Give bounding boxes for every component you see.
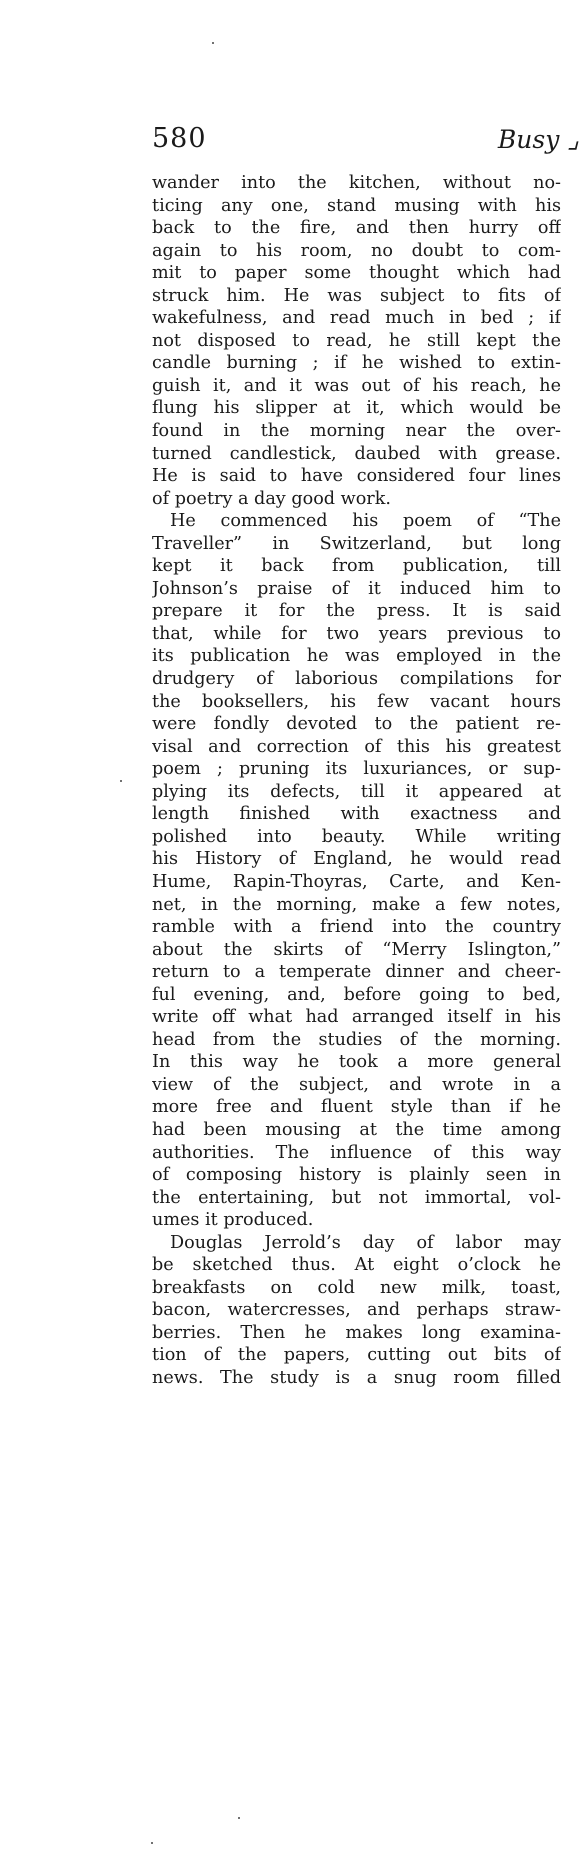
text-line: guish it, and it was out of his reach, he: [152, 375, 561, 396]
body-text: [152, 172, 561, 1390]
paragraph-end-line: of poetry a day good work.: [152, 488, 391, 509]
text-line: Johnson’s praise of it induced him to: [152, 578, 561, 599]
text-line: net, in the morning, make a few notes,: [152, 894, 561, 915]
text-line: wander into the kitchen, without no-: [152, 173, 561, 193]
text-line: He is said to have considered four lines: [152, 466, 561, 487]
text-line: drudgery of laborious compilations for: [152, 669, 561, 690]
text-line: had been mousing at the time among: [152, 1119, 561, 1140]
paper-speck: [151, 1842, 153, 1844]
text-line: poem ; pruning its luxuriances, or sup-: [152, 759, 561, 780]
text-line: flung his slipper at it, which would be: [152, 398, 561, 419]
text-line: found in the morning near the over-: [152, 421, 561, 442]
text-line: breakfasts on cold new milk, toast,: [152, 1277, 561, 1298]
text-line: tion of the papers, cutting out bits of: [152, 1345, 561, 1366]
text-line: not disposed to read, he still kept the: [152, 330, 561, 351]
text-line: authorities. The influence of this way: [152, 1142, 561, 1163]
paragraph-start-line: Douglas Jerrold’s day of labor may: [170, 1232, 561, 1253]
text-line: kept it back from publication, till: [152, 556, 561, 577]
page-number: 580: [152, 123, 207, 154]
paragraph-end-line: umes it produced.: [152, 1210, 314, 1231]
text-line: its publication he was employed in the: [152, 646, 561, 667]
text-line: In this way he took a more general: [152, 1052, 561, 1073]
text-line: more free and fluent style than if he: [152, 1097, 561, 1118]
text-line: struck him. He was subject to fits of: [152, 285, 561, 306]
text-line: berries. Then he makes long examina-: [152, 1322, 561, 1343]
text-line: the booksellers, his few vacant hours: [152, 691, 561, 712]
text-line: of composing history is plainly seen in: [152, 1165, 561, 1186]
text-line: Traveller” in Switzerland, but long: [152, 533, 561, 554]
text-line: ticing any one, stand musing with his: [152, 195, 561, 216]
paper-speck: [120, 780, 122, 782]
paragraph-start-line: He commenced his poem of “The: [170, 511, 561, 532]
text-line: wakefulness, and read much in bed ; if: [152, 308, 561, 329]
text-line: be sketched thus. At eight o’clock he: [152, 1255, 561, 1276]
text-line: the entertaining, but not immortal, vol-: [152, 1187, 561, 1208]
text-line: about the skirts of “Merry Islington,”: [152, 939, 561, 960]
text-line: candle burning ; if he wished to extin-: [152, 353, 561, 374]
text-line: plying its defects, till it appeared at: [152, 781, 561, 802]
text-line: bacon, watercresses, and perhaps straw-: [152, 1300, 561, 1321]
text-line: ramble with a friend into the country: [152, 917, 561, 938]
text-line: prepare it for the press. It is said: [152, 601, 561, 622]
text-line: mit to paper some thought which had: [152, 263, 561, 284]
paper-speck: [212, 42, 214, 44]
text-line: return to a temperate dinner and cheer-: [152, 962, 561, 983]
text-line: his History of England, he would read: [152, 849, 561, 870]
text-line: head from the studies of the morning.: [152, 1029, 561, 1050]
text-line: visal and correction of this his greatest: [152, 736, 561, 757]
text-line: that, while for two years previous to: [152, 623, 561, 644]
text-line: length finished with exactness and: [152, 804, 561, 825]
text-line: polished into beauty. While writing: [152, 826, 561, 847]
text-line: Hume, Rapin-Thoyras, Carte, and Ken-: [152, 871, 561, 892]
text-line: ful evening, and, before going to bed,: [152, 984, 561, 1005]
text-line: write off what had arranged itself in his: [152, 1007, 561, 1028]
running-head: Busy ⌟: [497, 125, 579, 154]
paper-speck: [238, 1817, 240, 1819]
text-line: turned candlestick, daubed with grease.: [152, 443, 561, 464]
text-line: again to his room, no doubt to com-: [152, 240, 561, 261]
page-header: [152, 123, 579, 163]
text-line: news. The study is a snug room filled: [152, 1367, 561, 1388]
text-line: back to the fire, and then hurry off: [152, 218, 561, 239]
text-line: view of the subject, and wrote in a: [152, 1074, 561, 1095]
text-line: were fondly devoted to the patient re-: [152, 714, 561, 735]
